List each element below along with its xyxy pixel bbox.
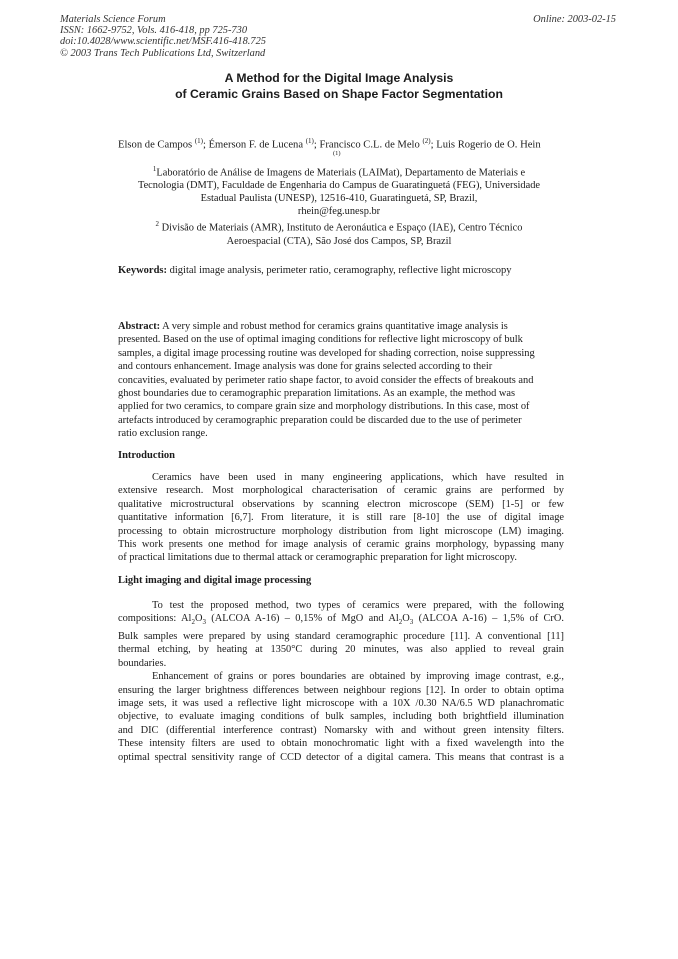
affil-2-number: 2 bbox=[155, 220, 160, 229]
author-1: Elson de Campos bbox=[118, 139, 193, 151]
affil-email: rhein@feg.unesp.br bbox=[297, 206, 381, 218]
online-date: Online: 2003-02-15 bbox=[533, 14, 616, 25]
introduction-heading: Introduction bbox=[118, 450, 175, 461]
affil-1-line-1-text: Laboratório de Análise de Imagens de Materiais (LAIMat), Departamento de Materiais e bbox=[156, 167, 526, 179]
title-line-2: of Ceramic Grains Based on Shape Factor Segmentation bbox=[175, 87, 503, 101]
body-line: Enhancement of grains or pores boundaries are obtained by improving image contrast, e.g., bbox=[152, 671, 564, 683]
affil-1-number: 1 bbox=[152, 165, 157, 173]
abstract-line: artefacts introduced by ceramographic preparation could be discarded due to the use of perimeter bbox=[118, 414, 522, 426]
author-4-affil: (1) bbox=[333, 150, 341, 157]
author-1-affil: (1) bbox=[194, 137, 203, 145]
body-line: Bulk samples were prepared by using standard ceramographic procedure [11]. A conventional [11] bbox=[118, 630, 564, 642]
abstract-line: presented. Based on the use of optimal imaging conditions for reflective light microscopy of bulk bbox=[118, 334, 523, 346]
author-3: ; Francisco C.L. de Melo bbox=[313, 139, 420, 151]
body-line: thermal etching, by heating at 1350°C during 20 minutes, was also applied to reveal grain bbox=[118, 644, 564, 656]
abstract bbox=[118, 320, 560, 441]
body-line: image sets, it was used a reflective light microscope with a 10X /0.30 NA/6.5 WD planachromatic bbox=[118, 697, 564, 709]
abstract-line: ratio exclusion range. bbox=[118, 428, 208, 440]
author-list bbox=[118, 137, 541, 151]
title-line-1: A Method for the Digital Image Analysis bbox=[224, 71, 454, 85]
affil-1-line-3: Estadual Paulista (UNESP), 12516-410, Guaratinguetá, SP, Brazil, bbox=[200, 193, 478, 205]
author-4: ; Luis Rogerio de O. Hein bbox=[430, 139, 541, 151]
body-line: and DIC (differential interference contrast) Nomarsky with and without green intensity filters. bbox=[118, 724, 564, 736]
intro-line: of practical limitations due to thermal attack or ceramographic preparation for light microscopy. bbox=[118, 552, 517, 564]
body-line: ensuring the larger brightness differences between neighbour regions [12]. In order to obtain optima bbox=[118, 684, 564, 696]
body-line: optimal spectral sensitivity range of CCD detector of a digital camera. This means that contrast is a bbox=[118, 751, 564, 763]
keywords-label: Keywords: bbox=[118, 265, 167, 276]
affil-2-line-1-text: Divisão de Materiais (AMR), Instituto de Aeronáutica e Espaço (IAE), Centro Técnico bbox=[161, 222, 523, 234]
body-line: These intensity filters are used to obtain monochromatic light with a fixed wavelength into the bbox=[118, 738, 564, 750]
formula-part: compositions: Al bbox=[118, 613, 192, 625]
abstract-line: and contours enhancement. Image analysis was done for grains selected according to their bbox=[118, 361, 493, 373]
formula-part: (ALCOA A-16) – 1,5% of CrO. bbox=[413, 613, 564, 625]
abstract-line: concavities, evaluated by perimeter ratio shape factor, to avoid consider the effects of breakouts and bbox=[118, 374, 534, 386]
affiliations bbox=[0, 163, 678, 248]
intro-line: Ceramics have been used in many engineering applications, which have resulted in bbox=[152, 472, 564, 483]
formula-sub: 2 bbox=[191, 618, 195, 627]
affil-2-line-2: Aeroespacial (CTA), São José dos Campos, SP, Brazil bbox=[226, 235, 452, 247]
keywords bbox=[118, 265, 512, 276]
keywords-text: digital image analysis, perimeter ratio, ceramography, reflective light microscopy bbox=[167, 265, 512, 276]
affil-2-line-1 bbox=[0, 218, 678, 234]
author-2-affil: (1) bbox=[305, 137, 314, 145]
body-line: To test the proposed method, two types of ceramics were prepared, with the following bbox=[152, 600, 564, 611]
intro-line: qualitative microstructural observations by scanning electron microscope (SEM) [1-5] or few bbox=[118, 498, 564, 510]
abstract-label: Abstract: bbox=[118, 321, 161, 332]
body-line: objective, to evaluate imaging conditions of bulk samples, including both brightfield illumination bbox=[118, 711, 564, 723]
introduction-body bbox=[118, 471, 564, 565]
author-3-affil: (2) bbox=[422, 137, 431, 145]
paper-title bbox=[0, 70, 678, 102]
light-imaging-body bbox=[118, 599, 564, 764]
intro-line: processing to obtain microstructure morphology distribution from light microscope (LM) imaging. bbox=[118, 525, 564, 537]
formula-sub: 2 bbox=[398, 618, 403, 627]
formula-sub: 3 bbox=[202, 618, 206, 627]
body-line: boundaries. bbox=[118, 657, 167, 669]
intro-line: quantitative information [6,7]. From literature, it is still rare [8-10] the use of digital image bbox=[118, 512, 564, 524]
formula-part: (ALCOA A-16) – 0,15% of MgO and Al bbox=[205, 613, 399, 625]
body-line-formula bbox=[118, 612, 564, 629]
issn-line: ISSN: 1662-9752, Vols. 416-418, pp 725-730 bbox=[60, 25, 248, 37]
abstract-line bbox=[118, 320, 560, 333]
abstract-line: ghost boundaries due to ceramographic preparation limitations. As an example, the method was bbox=[118, 388, 516, 400]
formula-part: O bbox=[402, 613, 410, 625]
author-2: ; Émerson F. de Lucena bbox=[202, 139, 304, 151]
abstract-line: applied for two ceramics, to compare grain size and morphology distributions. In this case, most of bbox=[118, 401, 530, 413]
light-imaging-heading: Light imaging and digital image processing bbox=[118, 575, 312, 586]
journal-name: Materials Science Forum bbox=[60, 14, 166, 25]
abstract-line-1-text: A very simple and robust method for ceramics grains quantitative image analysis is bbox=[160, 321, 508, 332]
abstract-line: samples, a digital image processing routine was developed for shading correction, noise suppressing bbox=[118, 347, 535, 359]
copyright-line: © 2003 Trans Tech Publications Ltd, Switzerland bbox=[60, 47, 266, 59]
affil-1-line-2: Tecnologia (DMT), Faculdade de Engenharia do Campus de Guaratinguetá (FEG), Universidade bbox=[137, 180, 541, 192]
intro-line: extensive research. Most morphological characterisation of ceramic grains are performed by bbox=[118, 485, 564, 497]
doi-line: doi:10.4028/www.scientific.net/MSF.416-418.725 bbox=[60, 36, 266, 48]
intro-line: This work presents one method for image analysis of ceramic grains morphology, bypassing many bbox=[118, 539, 564, 551]
formula-sub: 3 bbox=[409, 618, 414, 627]
formula-part: O bbox=[194, 613, 203, 625]
affil-1-line-1 bbox=[0, 163, 678, 179]
